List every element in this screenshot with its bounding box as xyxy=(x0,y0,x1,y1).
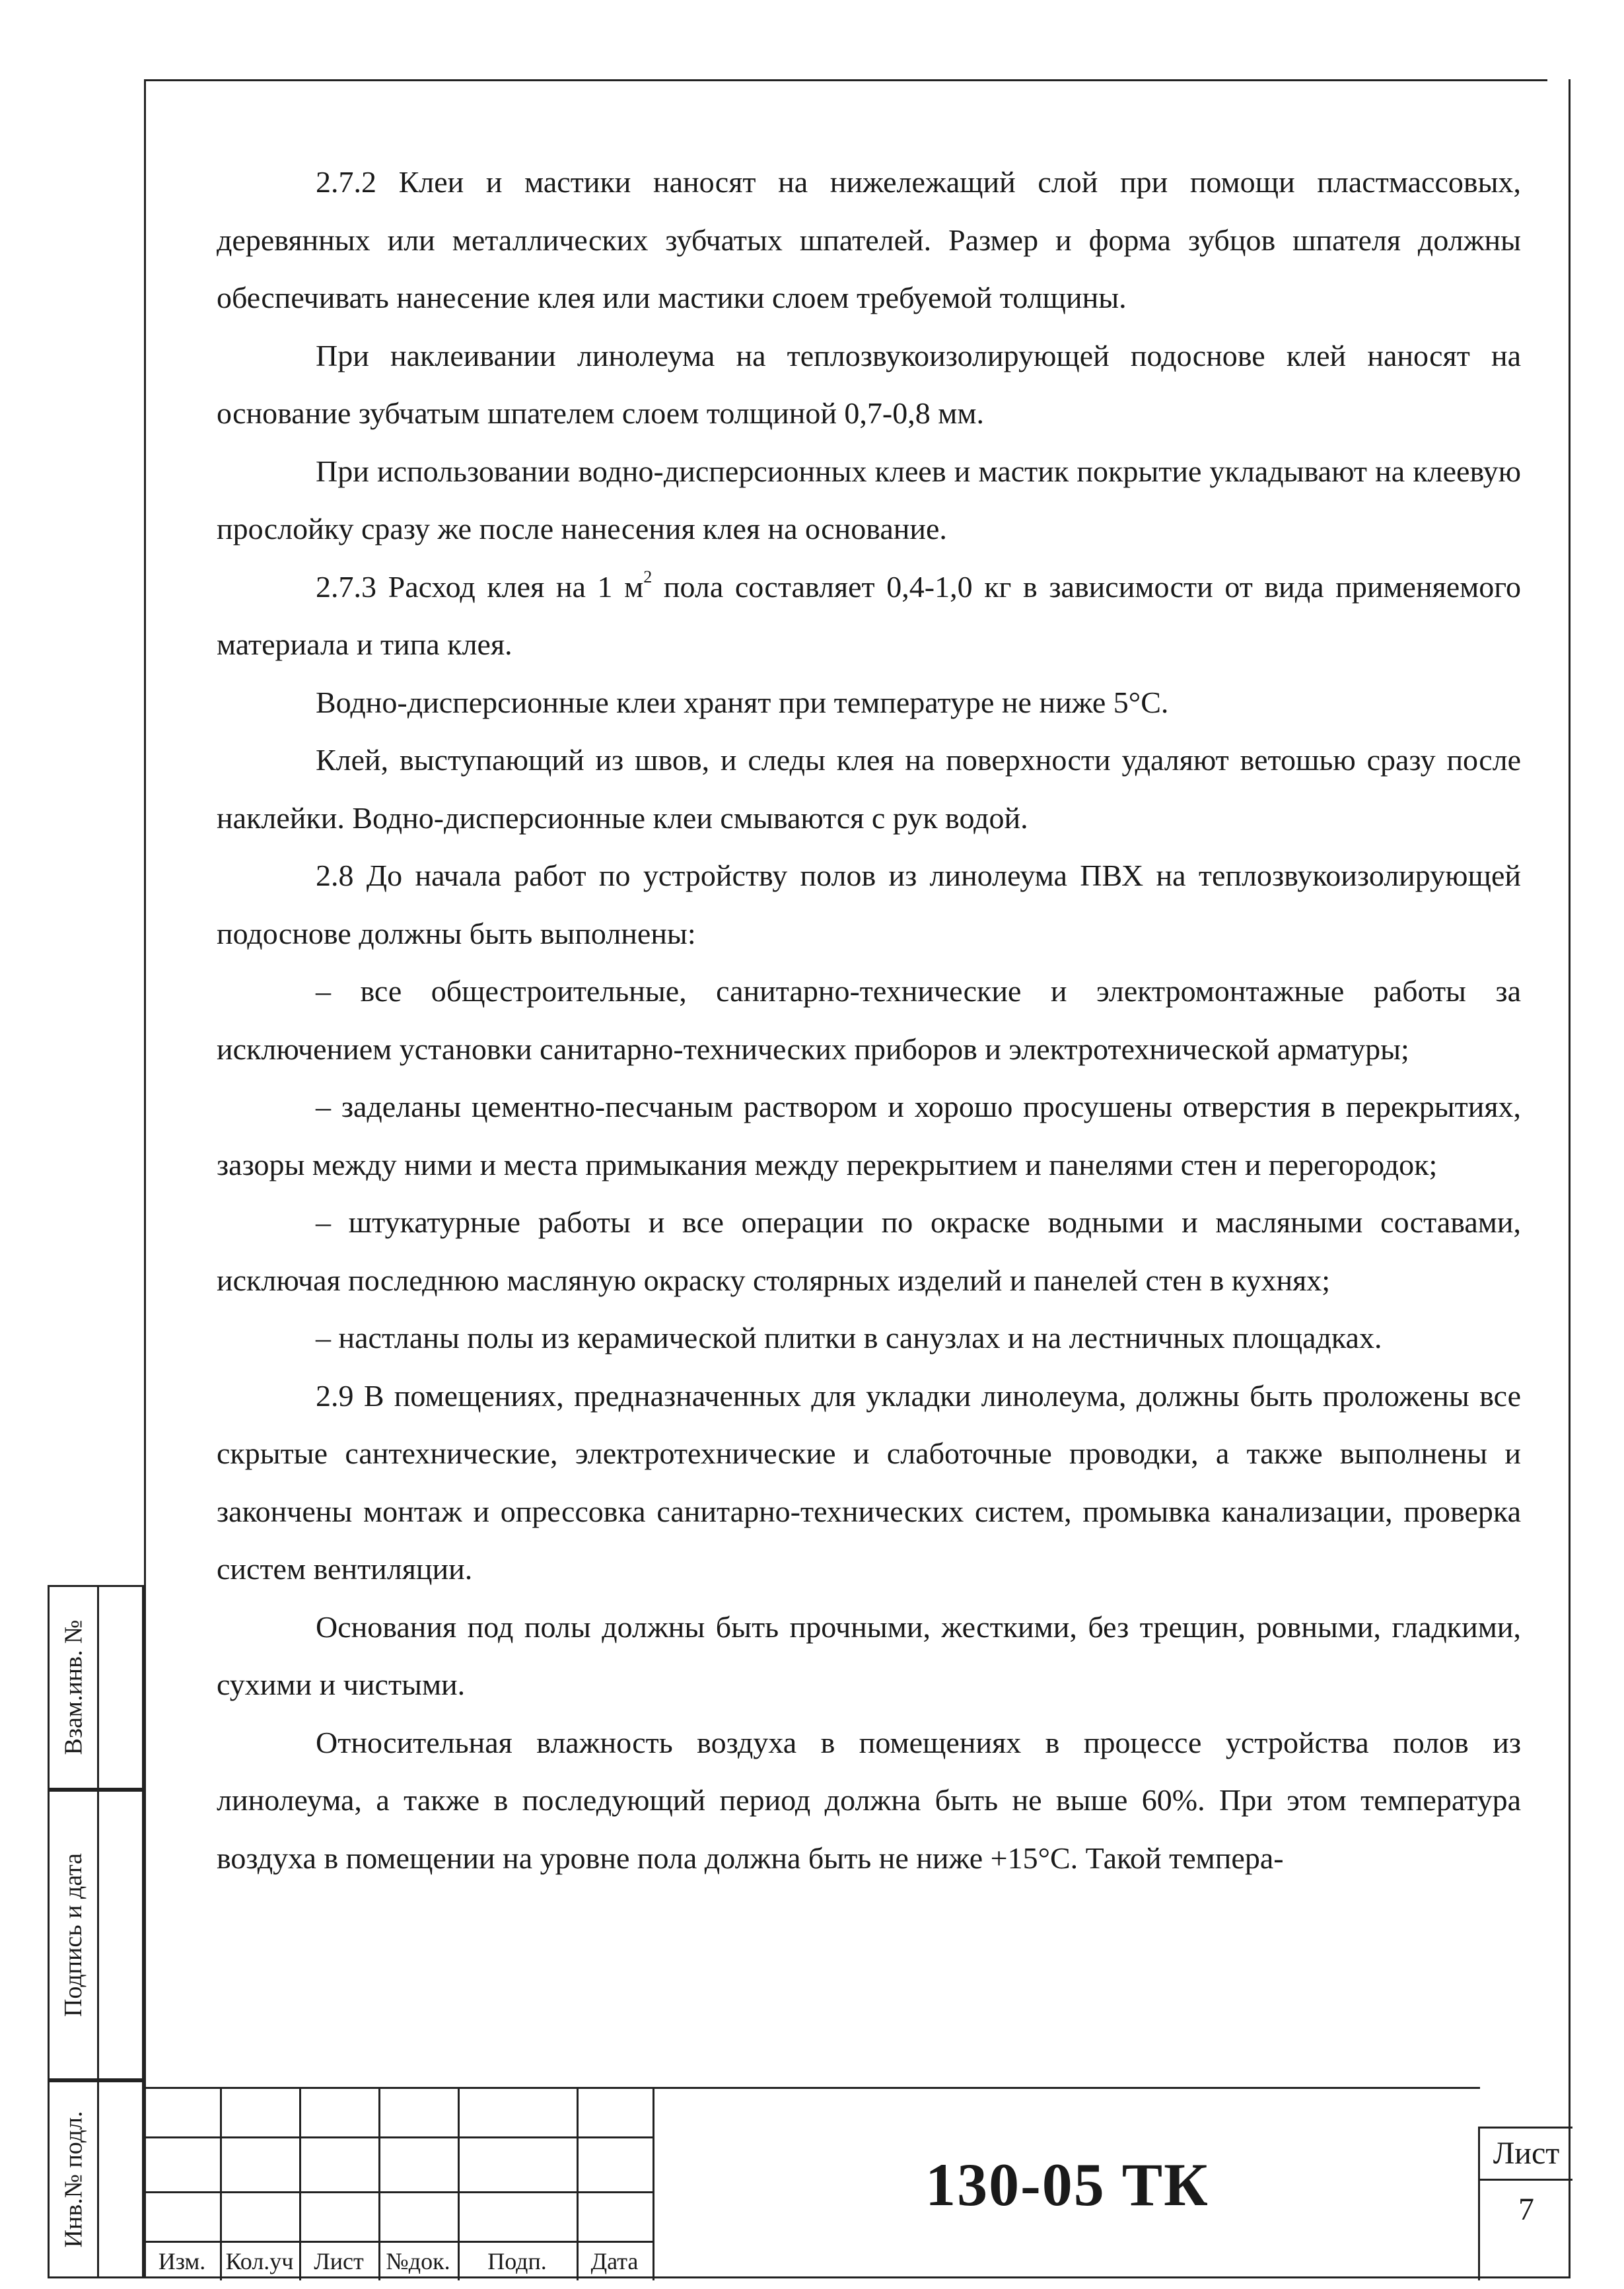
paragraph-storage-temperature: Водно-дисперсионные клеи хранят при температуре не ниже 5°С. xyxy=(316,685,1169,719)
paragraph-base-requirements: Основания под полы должны быть прочными, жесткими, без трещин, ровными, гладкими, сухими и чистыми. xyxy=(217,1609,1521,1701)
column-list: Лист xyxy=(314,2248,364,2274)
column-signature: Подп. xyxy=(487,2248,547,2274)
list-item-ceramic-floors: – настланы полы из керамической плитки в санузлах и на лестничных площадках. xyxy=(316,1321,1382,1355)
paragraph-2-7-2: 2.7.2 Клеи и мастики наносят на нижележащий слой при помощи пластмассовых, деревянных или металлических зубчатых шпателей. Размер и форма зубцов шпателя должны обеспечивать нанесение клея или мастики слоем требуемой толщины. xyxy=(217,165,1521,314)
paragraph-humidity: Относительная влажность воздуха в помещениях в процессе устройства полов из линолеума, а также в последующий период должна быть не выше 60%. При этом температура воздуха в помещении на уровне пола должна быть не ниже +15°С. Такой темпера- xyxy=(217,1725,1521,1875)
document-code-cell xyxy=(653,2087,1480,2280)
paragraph-2-7-3 xyxy=(217,558,1521,674)
list-item-plaster-works: – штукатурные работы и все операции по окраске водными и масляными составами, исключая последнюю масляную окраску столярных изделий и панелей стен в кухнях; xyxy=(217,1205,1521,1297)
paragraph-2-8: 2.8 До начала работ по устройству полов из линолеума ПВХ на теплозвукоизолирующей подоснове должны быть выполнены: xyxy=(217,859,1521,950)
stamp-label-inv-zam: Взам.инв. № xyxy=(59,1619,88,1755)
sheet-label: Лист xyxy=(1480,2132,1572,2181)
square-superscript: 2 xyxy=(643,567,653,586)
revision-table xyxy=(144,2087,653,2280)
column-doc-number: №док. xyxy=(386,2248,450,2274)
stamp-label-sign-date: Подпись и дата xyxy=(59,1852,88,2018)
stamp-label-inv-orig: Инв.№ подл. xyxy=(59,2111,88,2248)
stamp-replacement-inventory xyxy=(48,1585,144,1790)
paragraph-water-dispersion: При использовании водно-дисперсионных клеев и мастик покрытие укладывают на клеевую прослойку сразу же после нанесения клея на основание. xyxy=(217,454,1521,546)
consumption-prefix: 2.7.3 Расход клея на 1 м xyxy=(316,569,644,604)
column-date: Дата xyxy=(590,2248,639,2274)
consumption-rest: пола составляет 0,4-1,0 кг в зависимости от вида применяемого материала и типа клея. xyxy=(217,569,1522,661)
paragraph-2-9: 2.9 В помещениях, предназначенных для укладки линолеума, должны быть проложены все скрытые сантехнические, электротехнические и слаботочные проводки, а также выполнены и закончены монтаж и опрессовка санитарно-технических систем, промывка канализации, проверка систем вентиляции. xyxy=(217,1378,1521,1586)
list-item-general-works: – все общестроительные, санитарно-технические и электромонтажные работы за исключением установки санитарно-технических приборов и электротехнической арматуры; xyxy=(217,974,1521,1066)
sheet-number: 7 xyxy=(1518,2192,1534,2227)
document-body xyxy=(217,153,1521,1887)
column-kol-uch: Кол.уч xyxy=(225,2248,294,2274)
list-item-openings-sealed: – заделаны цементно-песчаным раствором и хорошо просушены отверстия в перекрытиях, зазоры между ними и места примыкания между перекрытием и панелями стен и перегородок; xyxy=(217,1090,1521,1181)
paragraph-glue-application: При наклеивании линолеума на теплозвукоизолирующей подоснове клей наносят на основание зубчатым шпателем слоем толщиной 0,7-0,8 мм. xyxy=(217,338,1521,430)
stamp-original-inventory xyxy=(48,2080,144,2278)
document-code: 130-05 ТК xyxy=(925,2151,1209,2218)
column-izm: Изм. xyxy=(158,2248,206,2274)
paragraph-glue-removal: Клей, выступающий из швов, и следы клея на поверхности удаляют ветошью сразу после наклейки. Водно-дисперсионные клеи смываются с рук водой. xyxy=(217,743,1521,835)
title-block xyxy=(144,2087,1571,2278)
stamp-signature-date xyxy=(48,1790,144,2080)
sheet-cell xyxy=(1478,2127,1572,2280)
